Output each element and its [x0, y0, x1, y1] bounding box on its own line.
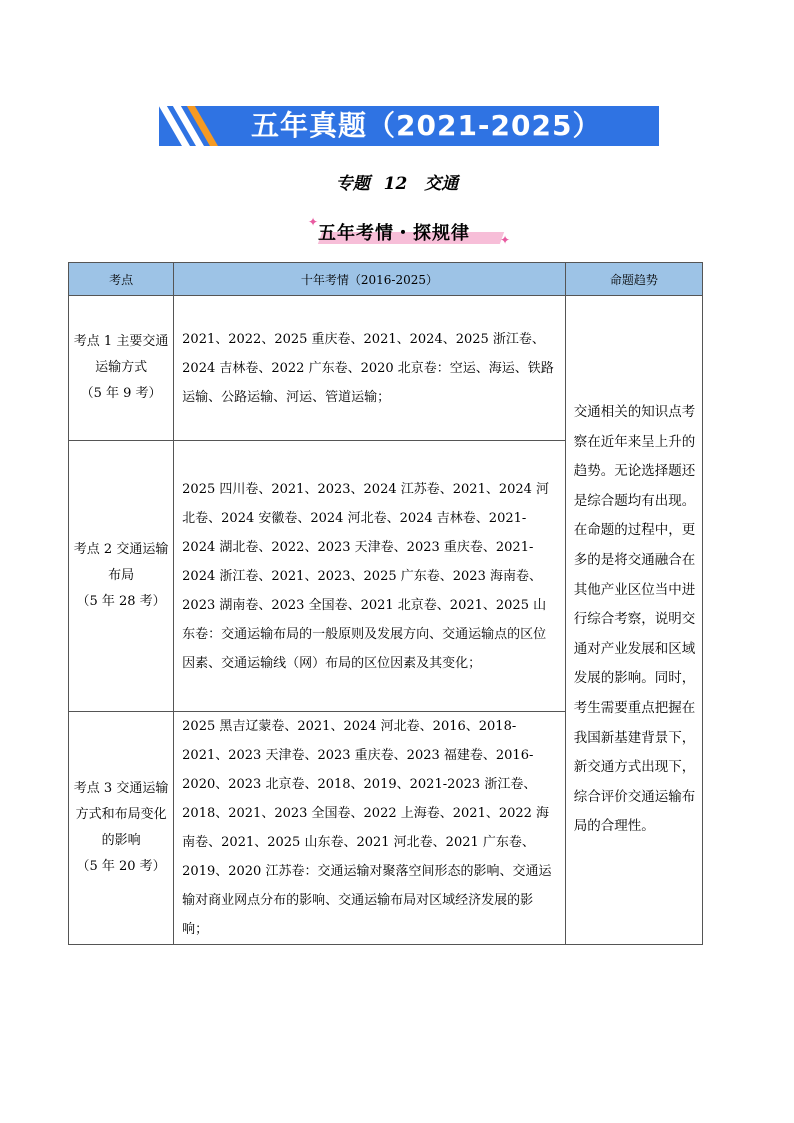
header-cell: 命题趋势 [565, 263, 702, 296]
section-heading [308, 215, 511, 247]
banner-title: 五年真题（2021-2025） [251, 109, 602, 142]
exam-point-label: 考点 1 主要交通运输方式 [73, 334, 169, 375]
exam-point-count: （5 年 20 考） [76, 859, 166, 874]
exam-point-count: （5 年 9 考） [80, 386, 162, 401]
sparkle-icon: ✦ [500, 233, 511, 247]
subject-title: 专题 12 交通 [335, 174, 459, 194]
sources-cell: 2021、2022、2025 重庆卷、2021、2024、2025 浙江卷、2024 吉林卷、2022 广东卷、2020 北京卷：空运、海运、铁路运输、公路运输、河运、管道运输； [174, 296, 566, 441]
header-cell: 考点 [69, 263, 174, 296]
exam-point-count: （5 年 28 考） [76, 594, 166, 609]
table-row [69, 296, 703, 441]
sources-cell: 2025 四川卷、2021、2023、2024 江苏卷、2021、2024 河北卷、2024 安徽卷、2024 河北卷、2024 吉林卷、2021-2024 湖北卷、2022、2023 天津卷、2023 重庆卷、2021-2024 浙江卷、2021、2023、2025 广东卷、2023 海南卷、2023 湖南卷、2023 全国卷、2021 北京卷、2021、2025 山东卷：交通运输布局的一般原则及发展方向、交通运输点的区位因素、交通运输线（网）布局的区位因素及其变化； [174, 441, 566, 712]
table-header-row [69, 263, 703, 296]
exam-point-label: 考点 3 交通运输方式和布局变化的影响 [73, 781, 169, 848]
exam-point-label: 考点 2 交通运输布局 [73, 542, 169, 583]
sparkle-icon: ✦ [308, 215, 319, 229]
exam-point-cell [69, 712, 174, 945]
exam-analysis-table [68, 262, 703, 945]
exam-point-cell [69, 441, 174, 712]
header-cell: 十年考情（2016-2025） [174, 263, 566, 296]
title-banner [159, 106, 659, 146]
exam-point-cell [69, 296, 174, 441]
sources-cell: 2025 黑吉辽蒙卷、2021、2024 河北卷、2016、2018-2021、2023 天津卷、2023 重庆卷、2023 福建卷、2016-2020、2023 北京卷、2018、2019、2021-2023 浙江卷、2018、2021、2023 全国卷、2022 上海卷、2021、2022 海南卷、2021、2025 山东卷、2021 河北卷、2021 广东卷、2019、2020 江苏卷：交通运输对聚落空间形态的影响、交通运输对商业网点分布的影响、交通运输布局对区域经济发展的影响； [174, 712, 566, 945]
trend-cell: 交通相关的知识点考察在近年来呈上升的趋势。无论选择题还是综合题均有出现。在命题的过程中，更多的是将交通融合在其他产业区位当中进行综合考察，说明交通对产业发展和区域发展的影响。同时，考生需要重点把握在我国新基建背景下，新交通方式出现下，综合评价交通运输布局的合理性。 [565, 296, 702, 945]
section-heading-text: 五年考情・探规律 [318, 223, 470, 244]
